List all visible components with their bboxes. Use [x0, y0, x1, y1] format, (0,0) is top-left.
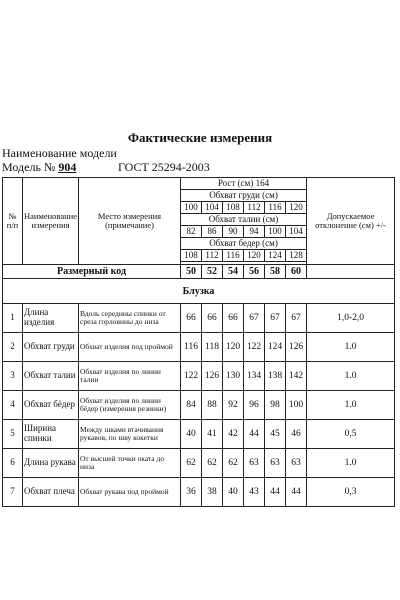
measurement-value: 40: [223, 478, 244, 507]
measurement-value: 44: [265, 478, 286, 507]
measurement-value: 88: [202, 391, 223, 420]
hips-value: 124: [265, 250, 286, 262]
tolerance-value: 1.0: [307, 362, 395, 391]
row-number: 7: [3, 478, 23, 507]
chest-value: 104: [202, 202, 223, 214]
model-no-label: Модель №: [2, 160, 56, 174]
measurement-value: 120: [223, 333, 244, 362]
measurement-value: 66: [202, 304, 223, 333]
measurement-place: Вдоль середины спинки от среза горловины до низа: [79, 304, 181, 333]
measurement-name: Длина изделия: [23, 304, 79, 333]
measurement-place: Обхват изделия под проймой: [79, 333, 181, 362]
measurement-value: 96: [244, 391, 265, 420]
measurement-value: 116: [181, 333, 202, 362]
waist-value: 100: [265, 226, 286, 238]
measurement-name: Ширина спинки: [23, 420, 79, 449]
chest-value: 116: [265, 202, 286, 214]
height-label: Рост (см) 164: [181, 178, 307, 190]
size-code: 56: [244, 265, 265, 279]
row-number: 4: [3, 391, 23, 420]
measurement-name: Обхват груди: [23, 333, 79, 362]
tolerance-value: 1.0: [307, 391, 395, 420]
size-code-label: Размерный код: [3, 265, 181, 279]
measurement-value: 42: [223, 420, 244, 449]
row-number: 5: [3, 420, 23, 449]
measurement-value: 67: [265, 304, 286, 333]
measurements-table: [2, 177, 395, 507]
size-code: 54: [223, 265, 244, 279]
hips-value: 112: [202, 250, 223, 262]
col-header-name: Наименование измерения: [23, 178, 79, 265]
measurement-value: 124: [265, 333, 286, 362]
measurement-value: 40: [181, 420, 202, 449]
measurement-value: 130: [223, 362, 244, 391]
measurement-name: Обхват плеча: [23, 478, 79, 507]
measurement-value: 122: [244, 333, 265, 362]
waist-label: Обхват талии (см): [181, 214, 307, 226]
tolerance-value: 0,3: [307, 478, 395, 507]
waist-value: 104: [286, 226, 307, 238]
model-no-value: 904: [58, 160, 77, 174]
measurement-value: 118: [202, 333, 223, 362]
measurement-name: Обхват бёдер: [23, 391, 79, 420]
measurement-place: Обхват изделия по линии бёдер (измерения резинки): [79, 391, 181, 420]
waist-value: 94: [244, 226, 265, 238]
measurement-value: 62: [202, 449, 223, 478]
table-row: [3, 333, 395, 362]
measurement-value: 142: [286, 362, 307, 391]
chest-value: 108: [223, 202, 244, 214]
size-code: 60: [286, 265, 307, 279]
waist-value: 90: [223, 226, 244, 238]
table-row: [3, 304, 395, 333]
measurement-value: 63: [286, 449, 307, 478]
hips-value: 120: [244, 250, 265, 262]
measurement-value: 67: [244, 304, 265, 333]
row-number: 6: [3, 449, 23, 478]
hips-value: 116: [223, 250, 244, 262]
size-code: 50: [181, 265, 202, 279]
col-header-place: Место измерения (примечание): [79, 178, 181, 265]
measurement-value: 84: [181, 391, 202, 420]
model-name-label: Наименование модели: [2, 146, 117, 160]
measurement-value: 38: [202, 478, 223, 507]
table-row: [3, 449, 395, 478]
col-header-number: № п/п: [3, 178, 23, 265]
hips-value: 128: [286, 250, 307, 262]
measurement-name: Обхват талии: [23, 362, 79, 391]
measurement-value: 62: [181, 449, 202, 478]
tolerance-value: 1.0: [307, 449, 395, 478]
size-code: 52: [202, 265, 223, 279]
chest-value: 120: [286, 202, 307, 214]
measurement-rows: [3, 304, 395, 507]
measurement-value: 122: [181, 362, 202, 391]
measurement-value: 67: [286, 304, 307, 333]
measurement-value: 62: [223, 449, 244, 478]
tolerance-value: 1.0: [307, 333, 395, 362]
section-title: Блузка: [3, 279, 395, 304]
tolerance-value: 1,0-2,0: [307, 304, 395, 333]
measurement-place: Обхват рукава под проймой: [79, 478, 181, 507]
chest-value: 100: [181, 202, 202, 214]
measurement-value: 44: [286, 478, 307, 507]
page-title: Фактические измерения: [127, 130, 273, 145]
hips-value: 108: [181, 250, 202, 262]
measurement-value: 126: [202, 362, 223, 391]
measurement-value: 134: [244, 362, 265, 391]
chest-value: 112: [244, 202, 265, 214]
row-number: 1: [3, 304, 23, 333]
measurement-value: 100: [286, 391, 307, 420]
hips-label: Обхват бедер (см): [181, 238, 307, 250]
measurement-value: 43: [244, 478, 265, 507]
row-number: 2: [3, 333, 23, 362]
gost-standard: ГОСТ 25294-2003: [118, 160, 210, 174]
measurement-value: 63: [244, 449, 265, 478]
measurement-value: 66: [223, 304, 244, 333]
measurement-value: 41: [202, 420, 223, 449]
waist-value: 82: [181, 226, 202, 238]
measurement-place: Обхват изделия по линии талии: [79, 362, 181, 391]
measurement-value: 126: [286, 333, 307, 362]
measurement-value: 66: [181, 304, 202, 333]
measurement-place: От высшей точки оката до низа: [79, 449, 181, 478]
waist-value: 86: [202, 226, 223, 238]
table-row: [3, 362, 395, 391]
measurement-name: Длина рукава: [23, 449, 79, 478]
col-header-tolerance: Допускаемое отклонение (см) +/-: [307, 178, 395, 265]
row-number: 3: [3, 362, 23, 391]
measurement-value: 98: [265, 391, 286, 420]
measurement-value: 36: [181, 478, 202, 507]
size-code: 58: [265, 265, 286, 279]
measurement-place: Между швами втачивания рукавов, по шву кокетки: [79, 420, 181, 449]
measurement-value: 63: [265, 449, 286, 478]
measurement-value: 92: [223, 391, 244, 420]
table-row: [3, 478, 395, 507]
measurement-value: 138: [265, 362, 286, 391]
measurement-value: 44: [244, 420, 265, 449]
table-row: [3, 391, 395, 420]
measurement-value: 46: [286, 420, 307, 449]
tolerance-value: 0,5: [307, 420, 395, 449]
table-row: [3, 420, 395, 449]
measurement-value: 45: [265, 420, 286, 449]
size-code-tolerance-blank: [307, 265, 395, 279]
model-number-line: [2, 160, 76, 175]
chest-label: Обхват груди (см): [181, 190, 307, 202]
